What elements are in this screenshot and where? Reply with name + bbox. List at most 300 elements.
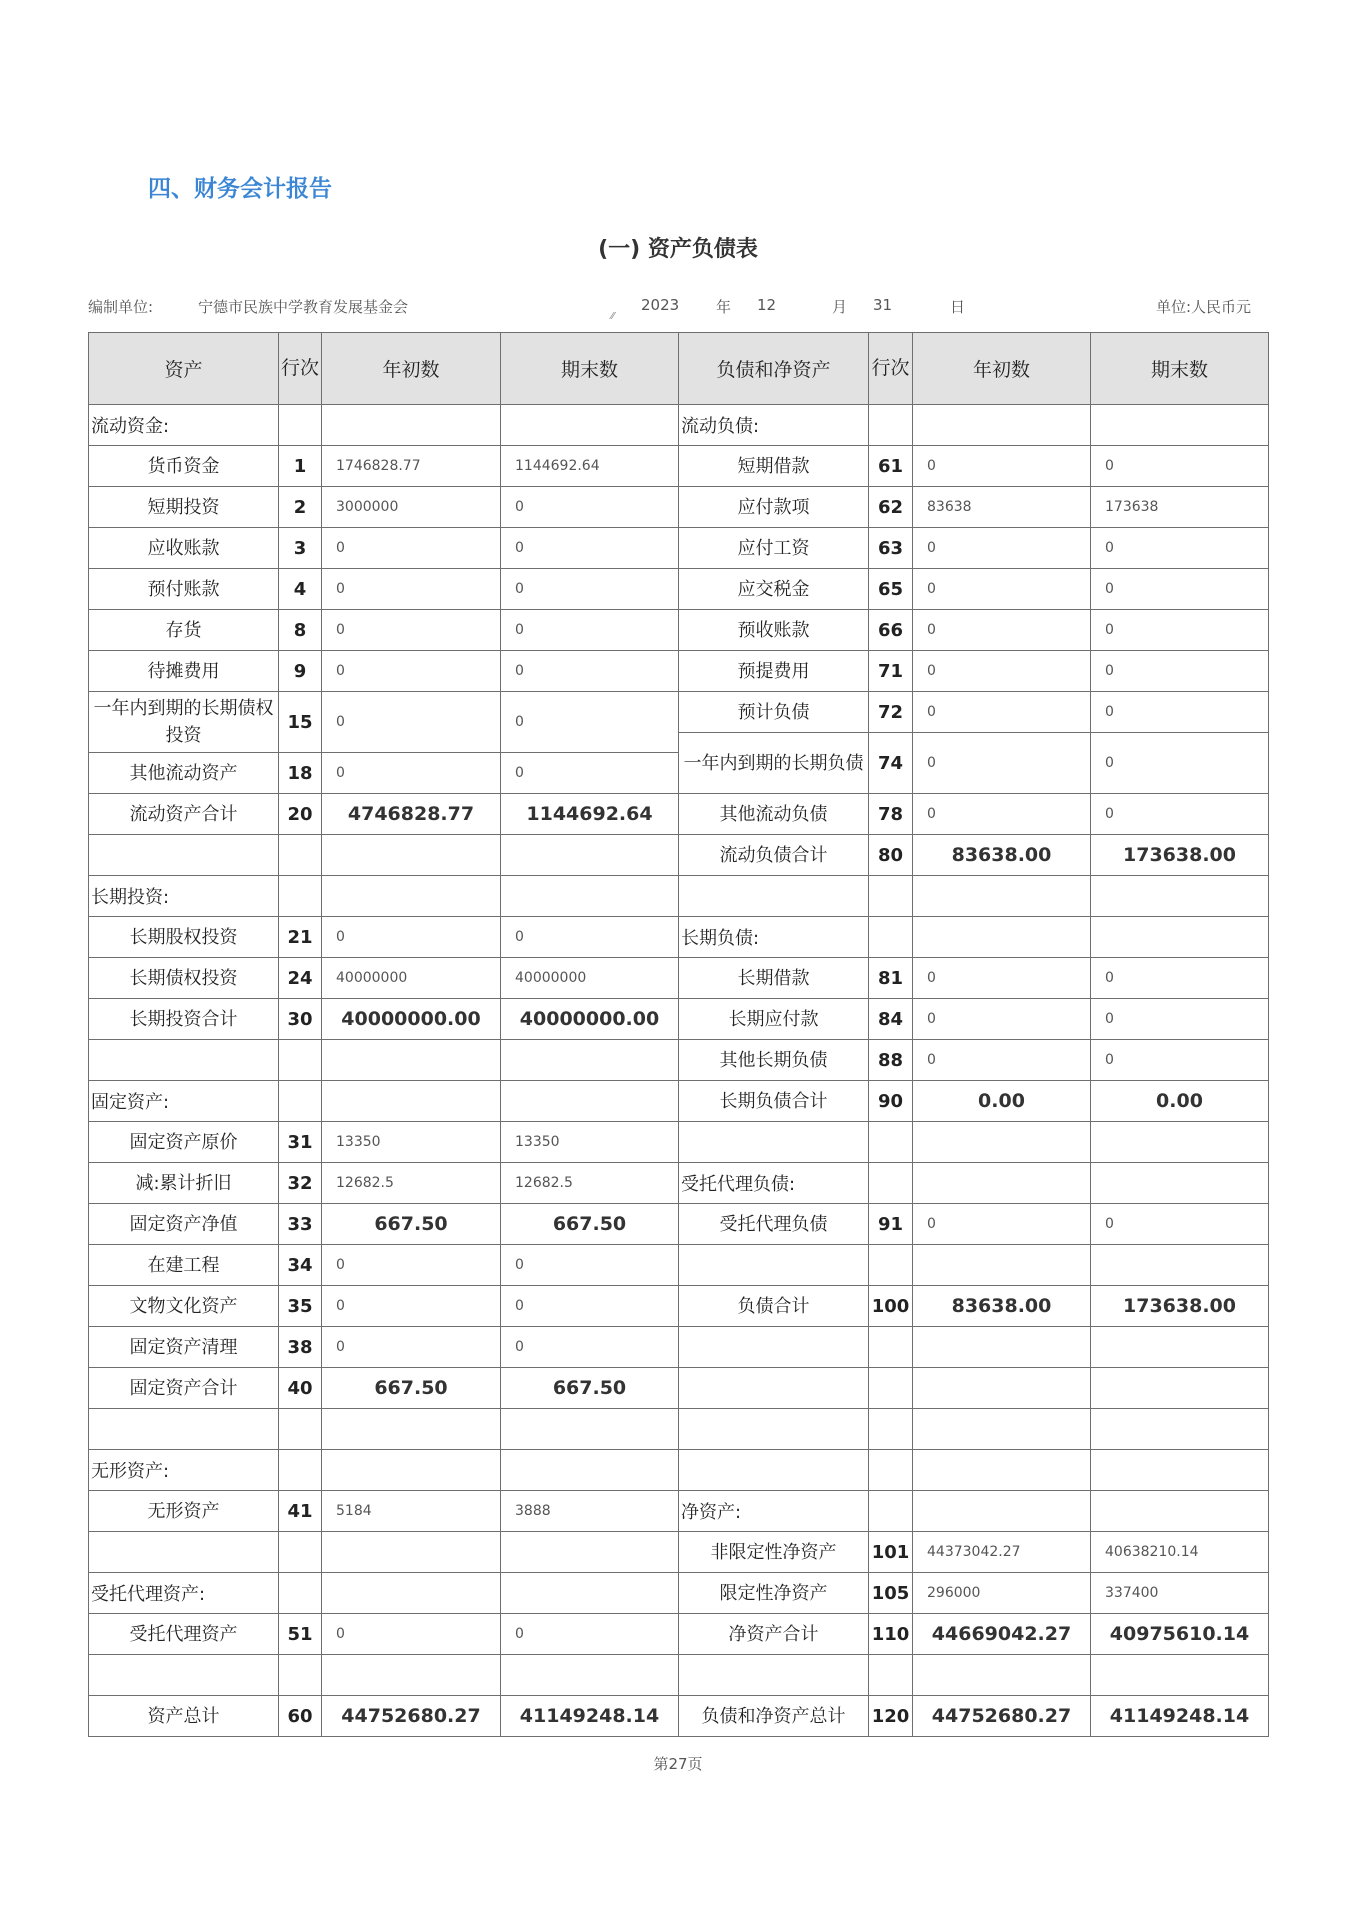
empty-cell	[1091, 1245, 1269, 1286]
empty-cell	[279, 1532, 322, 1573]
empty-cell	[279, 835, 322, 876]
line-number: 63	[869, 528, 913, 569]
end-value: 3888	[501, 1491, 679, 1532]
line-number: 101	[869, 1532, 913, 1573]
item-name: 流动资产合计	[89, 794, 279, 835]
end-value: 0	[1091, 569, 1269, 610]
item-name: 受托代理资产	[89, 1614, 279, 1655]
total-row	[679, 1286, 1269, 1327]
begin-value: 0	[913, 733, 1091, 794]
item-name: 资产总计	[89, 1696, 279, 1737]
category-row	[89, 876, 679, 917]
line-number: 34	[279, 1245, 322, 1286]
report-year: 2023	[641, 296, 680, 314]
table-row	[89, 753, 679, 794]
total-row	[89, 794, 679, 835]
header-begin: 年初数	[322, 333, 501, 405]
end-value: 0	[1091, 446, 1269, 487]
empty-cell	[913, 1491, 1091, 1532]
line-number: 105	[869, 1573, 913, 1614]
empty-cell	[322, 1040, 501, 1081]
line-number: 33	[279, 1204, 322, 1245]
line-number: 51	[279, 1614, 322, 1655]
total-row	[89, 999, 679, 1040]
table-row	[89, 958, 679, 999]
empty-cell	[913, 1368, 1091, 1409]
empty-cell	[869, 1122, 913, 1163]
item-name: 应付工资	[679, 528, 869, 569]
end-value: 0	[501, 1245, 679, 1286]
item-name: 固定资产原价	[89, 1122, 279, 1163]
blank-row	[679, 1655, 1269, 1696]
end-value: 13350	[501, 1122, 679, 1163]
total-row	[89, 1368, 679, 1409]
header-asset: 资产	[89, 333, 279, 405]
begin-value: 83638	[913, 487, 1091, 528]
empty-cell	[322, 405, 501, 446]
end-value: 173638.00	[1091, 1286, 1269, 1327]
category-row	[89, 1081, 679, 1122]
begin-value: 0	[913, 610, 1091, 651]
empty-cell	[501, 1573, 679, 1614]
item-name: 预付账款	[89, 569, 279, 610]
begin-value: 0	[913, 446, 1091, 487]
header-liability: 负债和净资产	[679, 333, 869, 405]
line-number: 35	[279, 1286, 322, 1327]
line-number: 9	[279, 651, 322, 692]
begin-value: 4746828.77	[322, 794, 501, 835]
begin-value: 667.50	[322, 1368, 501, 1409]
item-name: 在建工程	[89, 1245, 279, 1286]
total-row	[89, 1204, 679, 1245]
end-value: 0	[501, 692, 679, 753]
category-label: 净资产:	[679, 1491, 869, 1532]
total-row	[89, 1696, 679, 1737]
line-number: 100	[869, 1286, 913, 1327]
empty-cell	[501, 835, 679, 876]
empty-cell	[279, 1081, 322, 1122]
begin-value: 0	[322, 610, 501, 651]
empty-cell	[679, 876, 869, 917]
empty-cell	[869, 1368, 913, 1409]
line-number: 61	[869, 446, 913, 487]
end-value: 337400	[1091, 1573, 1269, 1614]
empty-cell	[322, 1532, 501, 1573]
item-name: 负债和净资产总计	[679, 1696, 869, 1737]
empty-cell	[1091, 917, 1269, 958]
item-name: 其他流动负债	[679, 794, 869, 835]
item-name: 预提费用	[679, 651, 869, 692]
document-title: (一) 资产负债表	[598, 237, 758, 262]
item-name: 应收账款	[89, 528, 279, 569]
begin-value: 44669042.27	[913, 1614, 1091, 1655]
line-number: 4	[279, 569, 322, 610]
item-name: 无形资产	[89, 1491, 279, 1532]
page-number: 第27页	[653, 1755, 703, 1773]
line-number: 90	[869, 1081, 913, 1122]
end-value: 12682.5	[501, 1163, 679, 1204]
line-number: 32	[279, 1163, 322, 1204]
end-value: 40638210.14	[1091, 1532, 1269, 1573]
item-name: 流动负债合计	[679, 835, 869, 876]
blank-row	[89, 1532, 679, 1573]
item-name: 固定资产清理	[89, 1327, 279, 1368]
line-number: 65	[869, 569, 913, 610]
empty-cell	[679, 1327, 869, 1368]
begin-value: 0	[913, 692, 1091, 733]
report-day: 31	[873, 296, 893, 314]
empty-cell	[89, 1655, 279, 1696]
empty-cell	[501, 1409, 679, 1450]
empty-cell	[913, 1163, 1091, 1204]
table-row	[89, 569, 679, 610]
begin-value: 0	[913, 958, 1091, 999]
blank-row	[89, 835, 679, 876]
begin-value: 0	[322, 1245, 501, 1286]
category-row	[679, 917, 1269, 958]
item-name: 长期借款	[679, 958, 869, 999]
empty-cell	[913, 1409, 1091, 1450]
category-label: 长期投资:	[89, 876, 279, 917]
end-value: 0	[501, 1614, 679, 1655]
item-name: 短期投资	[89, 487, 279, 528]
category-label: 流动负债:	[679, 405, 869, 446]
empty-cell	[913, 1327, 1091, 1368]
table-row	[89, 1286, 679, 1327]
item-name: 存货	[89, 610, 279, 651]
blank-row	[679, 1368, 1269, 1409]
empty-cell	[322, 876, 501, 917]
total-row	[679, 1614, 1269, 1655]
end-value: 667.50	[501, 1368, 679, 1409]
empty-cell	[1091, 405, 1269, 446]
table-row	[89, 487, 679, 528]
item-name: 非限定性净资产	[679, 1532, 869, 1573]
table-row	[89, 917, 679, 958]
line-number: 21	[279, 917, 322, 958]
category-label: 受托代理资产:	[89, 1573, 279, 1614]
table-row	[679, 999, 1269, 1040]
table-row	[679, 1204, 1269, 1245]
blank-row	[89, 1655, 679, 1696]
end-value: 0	[1091, 958, 1269, 999]
table-row	[89, 1614, 679, 1655]
begin-value: 667.50	[322, 1204, 501, 1245]
empty-cell	[501, 1655, 679, 1696]
line-number: 31	[279, 1122, 322, 1163]
blank-row	[679, 1409, 1269, 1450]
end-value: 0	[1091, 651, 1269, 692]
line-number: 30	[279, 999, 322, 1040]
day-label: 日	[950, 298, 966, 316]
assets-table	[88, 332, 679, 1737]
empty-cell	[869, 1163, 913, 1204]
empty-cell	[1091, 1368, 1269, 1409]
liabilities-table	[678, 332, 1269, 1737]
blank-row	[679, 1327, 1269, 1368]
empty-cell	[501, 405, 679, 446]
category-row	[89, 1573, 679, 1614]
empty-cell	[869, 917, 913, 958]
table-row	[679, 733, 1269, 794]
report-month: 12	[757, 296, 777, 314]
empty-cell	[1091, 1491, 1269, 1532]
line-number: 74	[869, 733, 913, 794]
empty-cell	[679, 1409, 869, 1450]
month-label: 月	[832, 298, 848, 316]
empty-cell	[869, 876, 913, 917]
end-value: 173638	[1091, 487, 1269, 528]
end-value: 0	[501, 487, 679, 528]
table-row	[679, 1573, 1269, 1614]
line-number: 24	[279, 958, 322, 999]
blank-row	[89, 1409, 679, 1450]
line-number: 71	[869, 651, 913, 692]
item-name: 限定性净资产	[679, 1573, 869, 1614]
empty-cell	[869, 1655, 913, 1696]
end-value: 0	[1091, 733, 1269, 794]
item-name: 长期股权投资	[89, 917, 279, 958]
empty-cell	[869, 405, 913, 446]
item-name: 受托代理负债	[679, 1204, 869, 1245]
item-name: 其他流动资产	[89, 753, 279, 794]
item-name: 应交税金	[679, 569, 869, 610]
line-number: 72	[869, 692, 913, 733]
end-value: 0	[501, 610, 679, 651]
table-row	[679, 794, 1269, 835]
begin-value: 296000	[913, 1573, 1091, 1614]
begin-value: 0	[322, 753, 501, 794]
end-value: 40000000.00	[501, 999, 679, 1040]
item-name: 长期应付款	[679, 999, 869, 1040]
blank-row	[679, 1245, 1269, 1286]
begin-value: 40000000	[322, 958, 501, 999]
unit-name: 宁德市民族中学教育发展基金会	[198, 298, 409, 316]
empty-cell	[322, 1409, 501, 1450]
line-number: 1	[279, 446, 322, 487]
item-name: 应付款项	[679, 487, 869, 528]
empty-cell	[869, 1245, 913, 1286]
empty-cell	[1091, 1163, 1269, 1204]
end-value: 1144692.64	[501, 446, 679, 487]
blank-row	[679, 876, 1269, 917]
begin-value: 0	[913, 528, 1091, 569]
table-row	[679, 692, 1269, 733]
resize-handle-icon: ⁄⁄	[611, 311, 615, 322]
empty-cell	[279, 1040, 322, 1081]
line-number: 15	[279, 692, 322, 753]
empty-cell	[1091, 1122, 1269, 1163]
line-number: 60	[279, 1696, 322, 1737]
empty-cell	[1091, 1655, 1269, 1696]
line-number: 18	[279, 753, 322, 794]
end-value: 0	[1091, 999, 1269, 1040]
empty-cell	[501, 1081, 679, 1122]
table-row	[679, 569, 1269, 610]
begin-value: 0	[913, 569, 1091, 610]
begin-value: 0	[322, 917, 501, 958]
item-name: 其他长期负债	[679, 1040, 869, 1081]
category-label: 长期负债:	[679, 917, 869, 958]
empty-cell	[1091, 876, 1269, 917]
empty-cell	[913, 876, 1091, 917]
begin-value: 83638.00	[913, 1286, 1091, 1327]
item-name: 固定资产合计	[89, 1368, 279, 1409]
empty-cell	[501, 1450, 679, 1491]
table-row	[89, 610, 679, 651]
unit-label: 编制单位:	[88, 298, 154, 316]
category-row	[679, 1163, 1269, 1204]
empty-cell	[869, 1491, 913, 1532]
line-number: 81	[869, 958, 913, 999]
empty-cell	[279, 405, 322, 446]
table-row	[679, 610, 1269, 651]
table-row	[89, 1163, 679, 1204]
line-number: 38	[279, 1327, 322, 1368]
line-number: 8	[279, 610, 322, 651]
empty-cell	[679, 1450, 869, 1491]
table-row	[679, 528, 1269, 569]
blank-row	[679, 1122, 1269, 1163]
begin-value: 44373042.27	[913, 1532, 1091, 1573]
empty-cell	[501, 1040, 679, 1081]
end-value: 40975610.14	[1091, 1614, 1269, 1655]
item-name: 长期债权投资	[89, 958, 279, 999]
blank-row	[679, 1450, 1269, 1491]
line-number: 62	[869, 487, 913, 528]
total-row	[679, 1696, 1269, 1737]
item-name: 一年内到期的长期债权投资	[89, 692, 279, 753]
empty-cell	[279, 1450, 322, 1491]
line-number: 120	[869, 1696, 913, 1737]
begin-value: 0	[322, 1286, 501, 1327]
empty-cell	[679, 1655, 869, 1696]
empty-cell	[279, 1655, 322, 1696]
empty-cell	[279, 876, 322, 917]
table-row	[89, 651, 679, 692]
empty-cell	[869, 1409, 913, 1450]
end-value: 0	[1091, 1040, 1269, 1081]
line-number: 2	[279, 487, 322, 528]
category-row	[89, 1450, 679, 1491]
empty-cell	[322, 1450, 501, 1491]
table-row	[89, 1245, 679, 1286]
table-row	[89, 1327, 679, 1368]
end-value: 40000000	[501, 958, 679, 999]
begin-value: 40000000.00	[322, 999, 501, 1040]
line-number: 20	[279, 794, 322, 835]
empty-cell	[1091, 1409, 1269, 1450]
begin-value: 44752680.27	[322, 1696, 501, 1737]
table-row	[679, 958, 1269, 999]
end-value: 0	[1091, 528, 1269, 569]
empty-cell	[501, 1532, 679, 1573]
table-row	[679, 446, 1269, 487]
begin-value: 0	[322, 569, 501, 610]
item-name: 长期投资合计	[89, 999, 279, 1040]
item-name: 一年内到期的长期负债	[679, 733, 869, 794]
year-label: 年	[716, 298, 732, 316]
end-value: 0	[501, 753, 679, 794]
category-row	[679, 1491, 1269, 1532]
line-number: 91	[869, 1204, 913, 1245]
empty-cell	[869, 1327, 913, 1368]
table-row	[679, 1040, 1269, 1081]
begin-value: 0	[322, 692, 501, 753]
end-value: 0	[1091, 692, 1269, 733]
empty-cell	[501, 876, 679, 917]
item-name: 短期借款	[679, 446, 869, 487]
end-value: 41149248.14	[1091, 1696, 1269, 1737]
begin-value: 1746828.77	[322, 446, 501, 487]
empty-cell	[279, 1573, 322, 1614]
empty-cell	[89, 1532, 279, 1573]
empty-cell	[679, 1245, 869, 1286]
header-line-no: 行次	[279, 333, 322, 405]
item-name: 预计负债	[679, 692, 869, 733]
begin-value: 3000000	[322, 487, 501, 528]
table-row	[89, 528, 679, 569]
header-begin: 年初数	[913, 333, 1091, 405]
end-value: 0	[501, 569, 679, 610]
category-label: 受托代理负债:	[679, 1163, 869, 1204]
item-name: 货币资金	[89, 446, 279, 487]
begin-value: 0	[322, 651, 501, 692]
end-value: 0	[501, 917, 679, 958]
begin-value: 0	[913, 794, 1091, 835]
empty-cell	[913, 405, 1091, 446]
item-name: 待摊费用	[89, 651, 279, 692]
item-name: 预收账款	[679, 610, 869, 651]
header-end: 期末数	[1091, 333, 1269, 405]
empty-cell	[322, 1573, 501, 1614]
empty-cell	[913, 1450, 1091, 1491]
end-value: 667.50	[501, 1204, 679, 1245]
empty-cell	[1091, 1327, 1269, 1368]
begin-value: 13350	[322, 1122, 501, 1163]
begin-value: 0	[322, 1614, 501, 1655]
header-line-no: 行次	[869, 333, 913, 405]
line-number: 41	[279, 1491, 322, 1532]
line-number: 66	[869, 610, 913, 651]
table-row	[89, 1491, 679, 1532]
table-row	[679, 487, 1269, 528]
begin-value: 12682.5	[322, 1163, 501, 1204]
item-name: 文物文化资产	[89, 1286, 279, 1327]
category-label: 固定资产:	[89, 1081, 279, 1122]
item-name: 长期负债合计	[679, 1081, 869, 1122]
end-value: 0	[1091, 1204, 1269, 1245]
line-number: 3	[279, 528, 322, 569]
end-value: 0	[501, 651, 679, 692]
begin-value: 0	[913, 999, 1091, 1040]
section-title: 四、财务会计报告	[148, 176, 332, 202]
begin-value: 83638.00	[913, 835, 1091, 876]
empty-cell	[322, 1655, 501, 1696]
currency-unit: 单位:人民币元	[1156, 298, 1252, 316]
end-value: 0	[1091, 610, 1269, 651]
begin-value: 0	[322, 528, 501, 569]
end-value: 0	[501, 528, 679, 569]
empty-cell	[913, 1655, 1091, 1696]
category-label: 流动资金:	[89, 405, 279, 446]
empty-cell	[1091, 1450, 1269, 1491]
item-name: 负债合计	[679, 1286, 869, 1327]
total-row	[679, 835, 1269, 876]
line-number: 80	[869, 835, 913, 876]
end-value: 0	[1091, 794, 1269, 835]
table-row	[89, 446, 679, 487]
